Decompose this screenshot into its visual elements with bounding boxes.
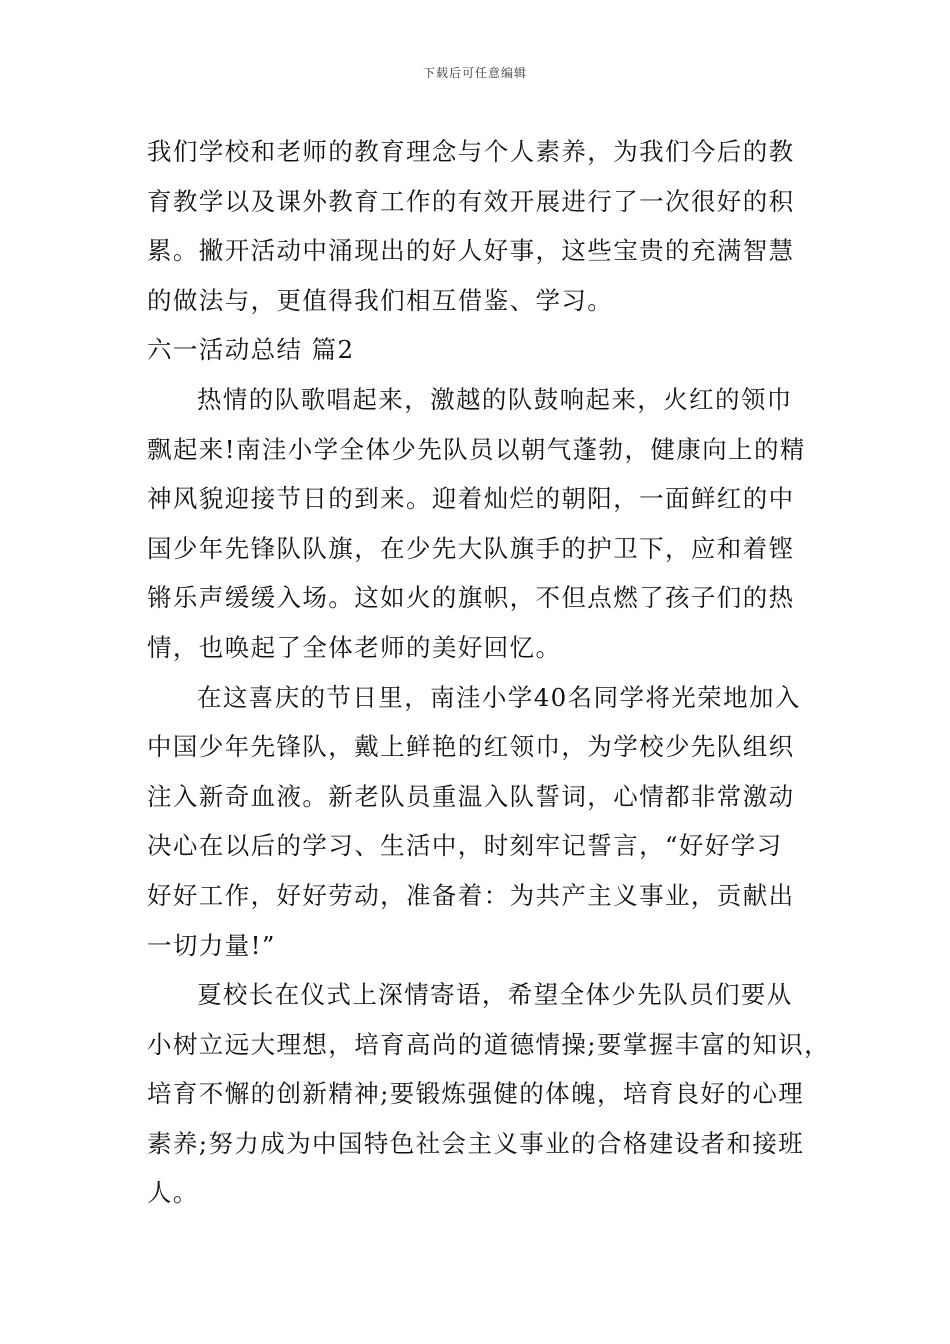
body-line: 的做法与，更值得我们相互借鉴、学习。 [147,285,614,315]
body-line: 小树立远大理想，培育高尚的道德情操;要掌握丰富的知识， [147,1029,831,1059]
body-line: 神风貌迎接节日的到来。迎着灿烂的朝阳，一面鲜红的中 [147,484,795,514]
body-line: 飘起来!南洼小学全体少先队员以朝气蓬勃，健康向上的精 [147,434,806,464]
body-line: 一切力量!” [147,930,276,960]
header-note: 下载后可任意编辑 [422,66,527,80]
paragraph-first-line: 热情的队歌唱起来，激越的队鼓响起来，火红的领巾 [197,384,793,414]
paragraph-first-line: 在这喜庆的节日里，南洼小学40名同学将光荣地加入 [197,682,801,712]
section-heading: 六一活动总结 篇2 [147,335,355,365]
body-line: 人。 [147,1178,199,1208]
body-line: 注入新奇血液。新老队员重温入队誓词，心情都非常激动 [147,781,795,811]
document-body [147,127,831,1218]
body-line: 累。撇开活动中涌现出的好人好事，这些宝贵的充满智慧 [147,236,795,266]
paragraph-first-line: 夏校长在仪式上深情寄语，希望全体少先队员们要从 [197,980,793,1010]
body-line: 情，也唤起了全体老师的美好回忆。 [147,632,562,662]
body-line: 素养;努力成为中国特色社会主义事业的合格建设者和接班 [147,1128,805,1158]
body-line: 锵乐声缓缓入场。这如火的旗帜，不但点燃了孩子们的热 [147,583,795,613]
body-line: 国少年先锋队队旗，在少先大队旗手的护卫下，应和着铿 [147,533,795,563]
body-line: 我们学校和老师的教育理念与个人素养，为我们今后的教 [147,137,795,166]
body-line: 决心在以后的学习、生活中，时刻牢记誓言，“好好学习 [147,831,783,861]
body-line: 育教学以及课外教育工作的有效开展进行了一次很好的积 [147,186,795,216]
body-line: 好好工作，好好劳动，准备着：为共产主义事业，贡献出 [147,880,795,910]
body-line: 中国少年先锋队，戴上鲜艳的红领巾，为学校少先队组织 [147,732,795,762]
body-line: 培育不懈的创新精神;要锻炼强健的体魄，培育良好的心理 [147,1079,805,1109]
